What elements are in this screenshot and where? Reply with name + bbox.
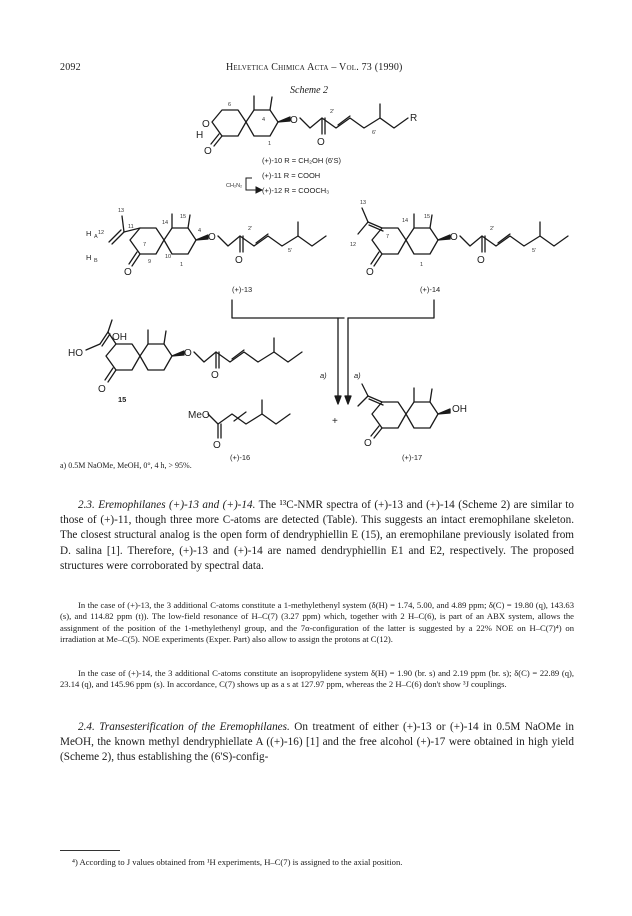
svg-text:15: 15 — [424, 214, 431, 220]
svg-text:O: O — [317, 137, 325, 148]
svg-text:6: 6 — [228, 102, 232, 108]
svg-text:11: 11 — [128, 224, 134, 230]
svg-text:13: 13 — [118, 208, 125, 214]
label-17: (+)-17 — [402, 453, 423, 462]
svg-text:2': 2' — [490, 226, 495, 232]
svg-text:6': 6' — [372, 130, 377, 136]
structure-15 — [86, 320, 302, 382]
svg-text:13: 13 — [360, 200, 367, 206]
svg-text:5': 5' — [532, 248, 537, 254]
svg-text:7: 7 — [143, 242, 147, 248]
paragraph-2-4 — [60, 720, 574, 766]
label-12: (+)-12 R = COOCH₃ — [262, 186, 330, 195]
structure-13 — [109, 214, 326, 266]
svg-text:12: 12 — [98, 230, 105, 236]
svg-text:OH: OH — [112, 332, 127, 343]
svg-text:12: 12 — [350, 242, 357, 248]
compound-labels — [118, 156, 440, 462]
svg-text:O: O — [98, 384, 106, 395]
page-number: 2092 — [60, 62, 81, 73]
svg-text:2': 2' — [330, 109, 335, 115]
svg-text:14: 14 — [162, 220, 169, 226]
svg-text:MeO: MeO — [188, 410, 210, 421]
svg-text:H: H — [86, 253, 92, 262]
svg-text:1: 1 — [268, 141, 272, 147]
arrow-label-left: a) — [320, 371, 327, 380]
arrow-label-right: a) — [354, 371, 361, 380]
svg-text:O: O — [211, 370, 219, 381]
svg-text:O: O — [204, 146, 212, 157]
svg-text:H: H — [86, 229, 92, 238]
svg-text:2': 2' — [248, 226, 253, 232]
plus-sign: + — [332, 416, 338, 427]
footnote-rule — [60, 850, 120, 851]
footnote-4: ⁴) According to J values obtained from ¹H experiments, H–C(7) is assigned to the axial position. — [72, 857, 403, 867]
svg-text:O: O — [290, 115, 298, 126]
svg-text:1: 1 — [180, 262, 184, 268]
svg-text:1: 1 — [420, 262, 424, 268]
svg-text:O: O — [477, 255, 485, 266]
svg-text:O: O — [202, 119, 210, 130]
label-11: (+)-11 R = COOH — [262, 171, 321, 180]
structure-14 — [358, 208, 568, 266]
svg-text:7: 7 — [386, 234, 390, 240]
section-heading-2-4: 2.4. Transesterification of the Eremophilanes. — [78, 721, 290, 733]
paragraph-2-3 — [60, 498, 574, 574]
svg-text:10: 10 — [165, 254, 172, 260]
paragraph-2-4-text: On treatment of either (+)-13 or (+)-14 in 0.5M NaOMe in MeOH, the known methyl dendryphiellate A ((+)-16) [1] and the free alcohol (+)-17 were obtained in high yield (Scheme 2), thus establishing the (6'S)-config- — [60, 721, 574, 764]
svg-text:O: O — [450, 232, 458, 243]
structure-10-12 — [211, 96, 408, 146]
small-paragraph-14: In the case of (+)-14, the 3 additional C-atoms constitute an isopropylidene system δ(H) = 1.90 (br. s) and 2.19 ppm (br. s); δ(C) = 22.89 (q), 23.14 (q), and 145.96 ppm (s). In accordance, C(7) shows up as a s at 127.97 ppm, whereas the 2 H–C(6) don't show ³J couplings. — [60, 668, 574, 690]
svg-text:5': 5' — [288, 248, 293, 254]
scheme-title: Scheme 2 — [290, 85, 329, 96]
svg-text:15: 15 — [180, 214, 187, 220]
atom-labels — [68, 102, 536, 451]
svg-text:4: 4 — [262, 117, 266, 123]
svg-text:14: 14 — [402, 218, 409, 224]
label-10: (+)-10 R = CH₂OH (6'S) — [262, 156, 341, 165]
svg-text:O: O — [364, 438, 372, 449]
svg-text:O: O — [124, 267, 132, 278]
svg-text:B: B — [94, 258, 98, 264]
label-15: 15 — [118, 395, 127, 404]
svg-text:H: H — [196, 130, 204, 141]
structure-16 — [208, 400, 290, 438]
svg-text:O: O — [208, 232, 216, 243]
svg-text:O: O — [366, 267, 374, 278]
scheme-footnote: a) 0.5M NaOMe, MeOH, 0°, 4 h, > 95%. — [60, 461, 192, 470]
label-13: (+)-13 — [232, 285, 253, 294]
small-paragraph-13: In the case of (+)-13, the 3 additional C-atoms constitute a 1-methylethenyl system (δ(H) = 1.74, 5.00, and 4.89 ppm; δ(C) = 19.80 (q), 143.63 (s), and 114.82 ppm (t)). The low-field resonance of H–C(7) (3.27 ppm) which, together with 2 H–C(6), is part of an ABX system, allows the assignment of the position of the 1-methylethenyl group, and the 7α-configuration of the latter is suggested by a 22% NOE on H–C(7)⁴) on irradiation at Me–C(5). NOE experiments (Exper. Part) also allow to assign the protons at C(12). — [60, 600, 574, 645]
svg-text:O: O — [213, 440, 221, 451]
svg-text:HO: HO — [68, 348, 83, 359]
svg-text:9: 9 — [148, 259, 152, 265]
svg-text:O: O — [184, 348, 192, 359]
reagent-label: CH₂N₂ — [226, 183, 243, 189]
svg-text:O: O — [235, 255, 243, 266]
svg-text:A: A — [94, 234, 98, 240]
svg-text:OH: OH — [452, 404, 467, 415]
label-16: (+)-16 — [230, 453, 251, 462]
paragraph-2-3-text: The ¹³C-NMR spectra of (+)-13 and (+)-14 (Scheme 2) are similar to those of (+)-11, though three more C-atoms are detected (Table). This suggests an intact eremophilane skeleton. The closest structural analog is the open form of dendryphiellin E (15), an eremophilane previously isolated from D. salina [1]. Therefore, (+)-13 and (+)-14 are named dendryphiellin E1 and E2, respectively. The proposed structures were corroborated by spectral data. — [60, 499, 574, 572]
label-14: (+)-14 — [420, 285, 441, 294]
svg-text:R: R — [410, 113, 418, 124]
svg-text:4: 4 — [198, 228, 202, 234]
journal-header: Helvetica Chimica Acta – Vol. 73 (1990) — [226, 62, 403, 73]
structure-17 — [358, 384, 450, 438]
section-heading-2-3: 2.3. Eremophilanes (+)-13 and (+)-14. — [78, 499, 256, 511]
